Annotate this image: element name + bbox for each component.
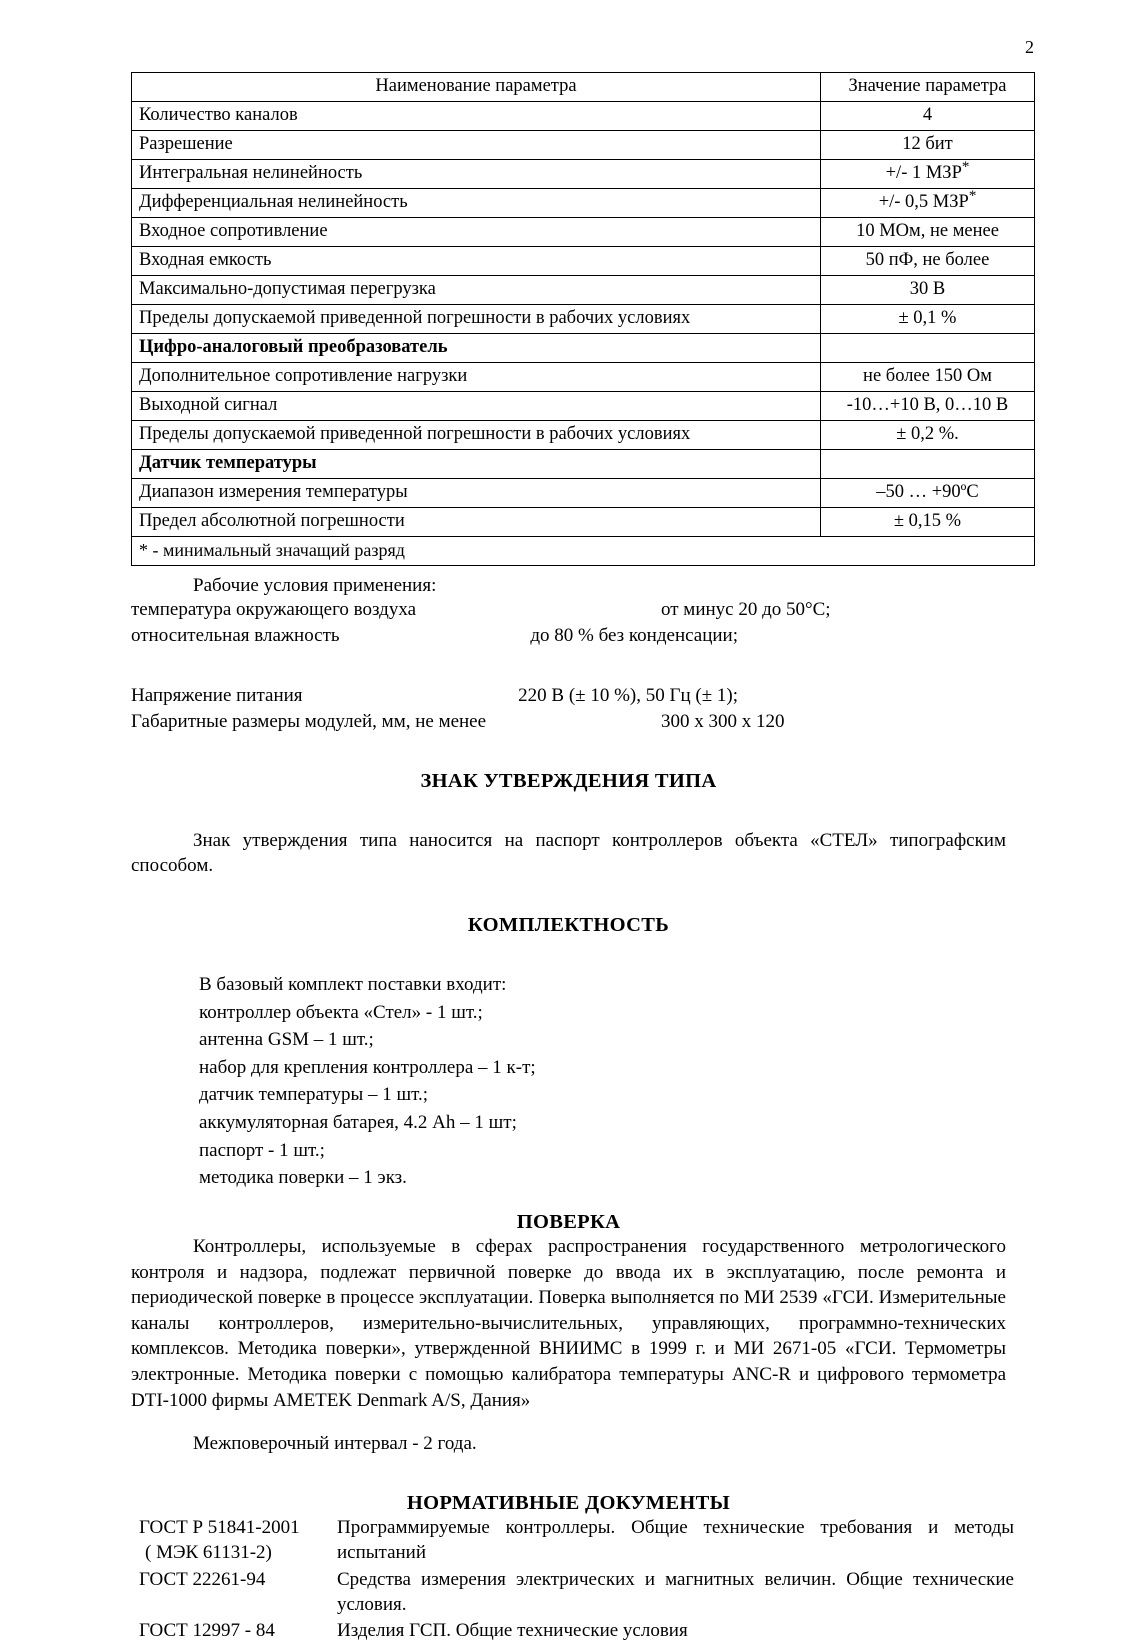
spacer xyxy=(131,649,1006,683)
param-value-empty xyxy=(821,334,1035,363)
normative-document-code-line: ГОСТ Р 51841-2001 xyxy=(139,1517,300,1539)
section-heading-temperature-sensor: Датчик температуры xyxy=(132,450,821,479)
param-name: Дифференциальная нелинейность xyxy=(132,189,821,218)
normative-document-description: Средства измерения электрических и магнитных величин. Общие технические условия. xyxy=(337,1568,1014,1616)
param-name: Входная емкость xyxy=(132,247,821,276)
param-name: Разрешение xyxy=(132,131,821,160)
dimensions-value: 300 х 300 х 120 xyxy=(661,711,785,732)
spacer xyxy=(131,1413,1006,1431)
param-value-empty xyxy=(821,450,1035,479)
list-item: методика поверки – 1 экз. xyxy=(199,1167,407,1189)
table-row xyxy=(132,189,1035,218)
section-title-type-approval: ЗНАК УТВЕРЖДЕНИЯ ТИПА xyxy=(420,770,717,792)
param-value-text: +/- 0,5 МЗР xyxy=(878,191,969,212)
power-supply-value: 220 В (± 10 %), 50 Гц (± 1); xyxy=(518,685,738,706)
table-row xyxy=(132,363,1035,392)
normative-document-code xyxy=(131,1515,337,1567)
type-approval-paragraph: Знак утверждения типа наносится на паспорт контроллеров объекта «СТЕЛ» типографским способом. xyxy=(131,829,1006,877)
table-row xyxy=(132,508,1035,537)
section-heading-dac: Цифро-аналоговый преобразователь xyxy=(132,334,821,363)
param-value xyxy=(821,160,1035,189)
list-item: набор для крепления контроллера – 1 к-т; xyxy=(199,1056,536,1078)
table-row xyxy=(132,305,1035,334)
table-row xyxy=(132,131,1035,160)
page-content xyxy=(131,72,1014,1645)
power-supply-label: Напряжение питания xyxy=(131,685,303,706)
param-value: ± 0,15 % xyxy=(821,508,1035,537)
param-value: –50 … +90ºС xyxy=(821,479,1035,508)
operating-condition-label: температура окружающего воздуха xyxy=(131,599,417,620)
spacer xyxy=(131,1457,1006,1491)
table-section-row xyxy=(132,450,1035,479)
param-name: Диапазон измерения температуры xyxy=(132,479,821,508)
spacer xyxy=(131,735,1006,769)
normative-document-code: ГОСТ 22261-94 xyxy=(139,1568,266,1590)
table-footnote: * - минимальный значащий разряд xyxy=(132,537,1035,566)
list-item: антенна GSM – 1 шт.; xyxy=(199,1029,374,1051)
section-title-completeness: КОМПЛЕКТНОСТЬ xyxy=(467,913,670,936)
spacer xyxy=(131,879,1006,913)
normative-documents-table xyxy=(131,1515,1014,1644)
table-row xyxy=(132,276,1035,305)
spacer xyxy=(131,1192,1006,1210)
list-item: контроллер объекта «Стел» - 1 шт.; xyxy=(199,1001,483,1023)
normative-document-row xyxy=(131,1618,1014,1644)
list-item: аккумуляторная батарея, 4.2 Ah – 1 шт; xyxy=(199,1112,517,1134)
normative-document-row xyxy=(131,1567,1014,1619)
footnote-star-marker: * xyxy=(961,158,970,175)
param-name: Интегральная нелинейность xyxy=(132,160,821,189)
section-title-verification: ПОВЕРКА xyxy=(516,1210,621,1233)
param-value: 10 МОм, не менее xyxy=(821,218,1035,247)
param-value: ± 0,1 % xyxy=(821,305,1035,334)
spacer xyxy=(131,937,1006,971)
param-name: Дополнительное сопротивление нагрузки xyxy=(132,363,821,392)
operating-condition-row xyxy=(131,597,1006,623)
completeness-list xyxy=(131,971,1006,1191)
table-header-parameter-name: Наименование параметра xyxy=(132,73,821,102)
spacer xyxy=(131,794,1006,828)
normative-document-code: ГОСТ 12997 - 84 xyxy=(139,1620,275,1642)
dimensions-label: Габаритные размеры модулей, мм, не менее xyxy=(131,711,487,732)
table-section-row xyxy=(132,334,1035,363)
normative-document-description: Изделия ГСП. Общие технические условия xyxy=(337,1620,688,1642)
param-name: Пределы допускаемой приведенной погрешности в рабочих условиях xyxy=(132,305,821,334)
list-item: паспорт - 1 шт.; xyxy=(199,1139,325,1161)
page-number: 2 xyxy=(1025,37,1034,57)
table-footnote-row xyxy=(132,537,1035,566)
param-value-text: +/- 1 МЗР xyxy=(885,162,962,183)
param-value: -10…+10 В, 0…10 В xyxy=(821,392,1035,421)
operating-condition-label: относительная влажность xyxy=(131,625,340,646)
param-name: Предел абсолютной погрешности xyxy=(132,508,821,537)
param-value: 30 В xyxy=(821,276,1035,305)
param-value: 4 xyxy=(821,102,1035,131)
table-header-parameter-value: Значение параметра xyxy=(821,73,1035,102)
param-name: Максимально-допустимая перегрузка xyxy=(132,276,821,305)
operating-conditions-lead-in: Рабочие условия применения: xyxy=(193,575,437,596)
param-name: Выходной сигнал xyxy=(132,392,821,421)
normative-document-row xyxy=(131,1515,1014,1567)
normative-document-description: Программируемые контроллеры. Общие технические требования и методы испытаний xyxy=(337,1517,1014,1564)
param-value: не более 150 Ом xyxy=(821,363,1035,392)
verification-paragraph: Контроллеры, используемые в сферах распространения государственного метрологического контроля и надзора, подлежат первичной поверке до ввода их в эксплуатацию, после ремонта и периодической поверке в процессе эксплуатации. Поверка выполняется по МИ 2539 «ГСИ. Измерительные каналы контроллеров, измерительно-вычислительных, управляющих, программно-технических комплексов. Методика поверки», утвержденной ВНИИМС в 1999 г. и МИ 2671-05 «ГСИ. Термометры электронные. Методика поверки с помощью калибратора температуры ANC-R и цифрового термометра DTI-1000 фирмы AMETEK Denmark A/S, Дания» xyxy=(131,1236,1006,1411)
table-row xyxy=(132,102,1035,131)
param-value xyxy=(821,189,1035,218)
table-header-row xyxy=(132,73,1035,102)
footnote-star-marker: * xyxy=(968,187,977,204)
operating-condition-value: до 80 % без конденсации; xyxy=(530,625,738,646)
table-row xyxy=(132,479,1035,508)
verification-interval: Межповерочный интервал - 2 года. xyxy=(193,1433,477,1455)
param-value: ± 0,2 %. xyxy=(821,421,1035,450)
table-row xyxy=(132,392,1035,421)
operating-condition-row xyxy=(131,623,1006,649)
param-value: 12 бит xyxy=(821,131,1035,160)
completeness-lead-in: В базовый комплект поставки входит: xyxy=(199,974,507,996)
specification-table xyxy=(131,72,1035,566)
operating-condition-value: от минус 20 до 50°С; xyxy=(661,599,831,620)
table-row xyxy=(132,160,1035,189)
power-supply-row xyxy=(131,683,1006,709)
dimensions-row xyxy=(131,709,1006,735)
list-item: датчик температуры – 1 шт.; xyxy=(199,1084,429,1106)
section-title-normative-documents: НОРМАТИВНЫЕ ДОКУМЕНТЫ xyxy=(406,1491,731,1514)
table-row xyxy=(132,218,1035,247)
param-name: Пределы допускаемой приведенной погрешности в рабочих условиях xyxy=(132,421,821,450)
param-name: Входное сопротивление xyxy=(132,218,821,247)
param-name: Количество каналов xyxy=(132,102,821,131)
table-row xyxy=(132,421,1035,450)
normative-document-code-line-secondary: ( МЭК 61131-2) xyxy=(145,1542,272,1564)
param-value: 50 пФ, не более xyxy=(821,247,1035,276)
table-row xyxy=(132,247,1035,276)
